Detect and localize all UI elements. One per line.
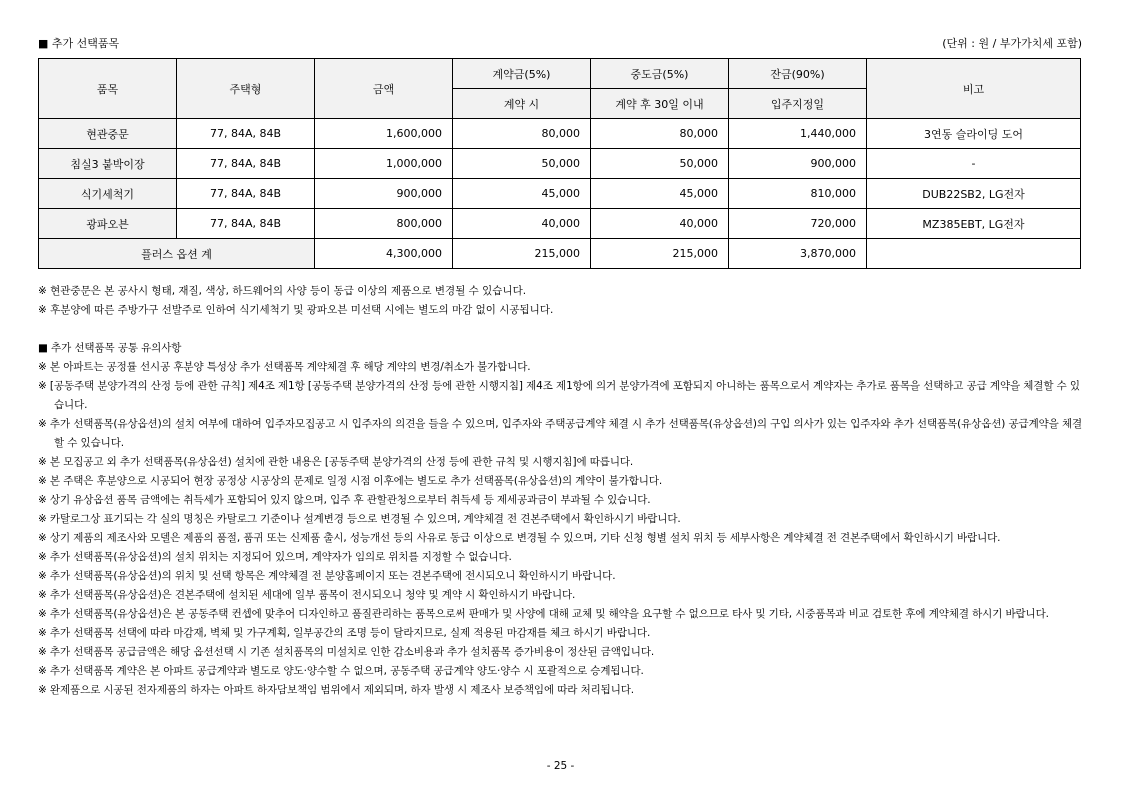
cell-type: 77, 84A, 84B: [177, 119, 315, 149]
note-line: ※ 추가 선택품목 계약은 본 아파트 공급계약과 별도로 양도·양수할 수 없으며, 공동주택 공급계약 양도·양수 시 포괄적으로 승계됩니다.: [38, 665, 644, 677]
total-note: [867, 239, 1081, 269]
header-note: 비고: [867, 59, 1081, 119]
option-price-table: [38, 58, 1081, 269]
cell-amount: 1,000,000: [315, 149, 453, 179]
cell-type: 77, 84A, 84B: [177, 149, 315, 179]
cell-item: 침실3 붙박이장: [39, 149, 177, 179]
header-amount: 금액: [315, 59, 453, 119]
table-row: [39, 149, 1081, 179]
note-line: ※ [공동주택 분양가격의 산정 등에 관한 규칙] 제4조 제1항 [공동주택 분양가격의 산정 등에 관한 시행지침] 제4조 제1항에 의거 분양가격에 포함되지 아니하는 품목으로서 계약자는 추가로 품목을 선택하고 공급 계약을 체결할 수 있습니다.: [38, 380, 1080, 411]
total-deposit: 215,000: [453, 239, 591, 269]
note-line: ※ 추가 선택품목 공급금액은 해당 옵션선택 시 기존 설치품목의 미설치로 인한 감소비용과 추가 설치품목 증가비용이 정산된 금액입니다.: [38, 646, 655, 658]
total-label: 플러스 옵션 계: [39, 239, 315, 269]
cell-amount: 1,600,000: [315, 119, 453, 149]
note-line: ※ 본 주택은 후분양으로 시공되어 현장 공정상 시공상의 문제로 일정 시점 이후에는 별도로 추가 선택품목(유상옵션)의 계약이 불가합니다.: [38, 475, 663, 487]
unit-note: (단위 : 원 / 부가가치세 포함): [942, 37, 1082, 50]
header-item: 품목: [39, 59, 177, 119]
header-balance-when: 입주지정일: [729, 89, 867, 119]
table-notes: [38, 282, 1084, 320]
note-line: ※ 추가 선택품목(유상옵션)의 설치 여부에 대하여 입주자모집공고 시 입주자의 의견을 들을 수 있으며, 입주자와 주택공급계약 체결 시 추가 선택품목(유상옵션)의 구입 의사가 있는 입주자와 추가 선택품목(유상옵션) 공급계약을 체결할 수 있습니다.: [38, 418, 1083, 449]
note-line: ※ 완제품으로 시공된 전자제품의 하자는 아파트 하자담보책임 범위에서 제외되며, 하자 발생 시 제조사 보증책임에 따라 처리됩니다.: [38, 684, 635, 696]
cell-note: DUB22SB2, LG전자: [867, 179, 1081, 209]
cell-item: 현관중문: [39, 119, 177, 149]
note-line: ※ 추가 선택품목 선택에 따라 마감재, 벽체 및 가구계획, 일부공간의 조명 등이 달라지므로, 실제 적용된 마감재를 체크 하시기 바랍니다.: [38, 627, 651, 639]
cell-type: 77, 84A, 84B: [177, 179, 315, 209]
cell-balance: 1,440,000: [729, 119, 867, 149]
note-line: ※ 추가 선택품목(유상옵션)의 위치 및 선택 항목은 계약체결 전 분양홈페이지 또는 견본주택에 전시되오니 확인하시기 바랍니다.: [38, 570, 616, 582]
header-type: 주택형: [177, 59, 315, 119]
cell-item: 광파오븐: [39, 209, 177, 239]
header-balance: 잔금(90%): [729, 59, 867, 89]
cell-deposit: 45,000: [453, 179, 591, 209]
note-line: ※ 추가 선택품목(유상옵션)의 설치 위치는 지정되어 있으며, 계약자가 임의로 위치를 지정할 수 없습니다.: [38, 551, 512, 563]
note-line: ※ 본 모집공고 외 추가 선택품목(유상옵션) 설치에 관한 내용은 [공동주택 분양가격의 산정 등에 관한 규칙 및 시행지침]에 따릅니다.: [38, 456, 634, 468]
cell-item: 식기세척기: [39, 179, 177, 209]
total-amount: 4,300,000: [315, 239, 453, 269]
note-line: ※ 현관중문은 본 공사시 형태, 재질, 색상, 하드웨어의 사양 등이 동급 이상의 제품으로 변경될 수 있습니다.: [38, 285, 527, 297]
table-header-row: [39, 59, 1081, 89]
header-deposit: 계약금(5%): [453, 59, 591, 89]
note-line: ※ 본 아파트는 공정률 선시공 후분양 특성상 추가 선택품목 계약체결 후 해당 계약의 변경/취소가 불가합니다.: [38, 361, 531, 373]
total-interim: 215,000: [591, 239, 729, 269]
cell-interim: 80,000: [591, 119, 729, 149]
note-line: ※ 카탈로그상 표기되는 각 실의 명칭은 카탈로그 기준이나 설계변경 등으로 변경될 수 있으며, 계약체결 전 견본주택에서 확인하시기 바랍니다.: [38, 513, 681, 525]
total-row: [39, 239, 1081, 269]
note-line: ※ 추가 선택품목(유상옵션)은 본 공동주택 컨셉에 맞추어 디자인하고 품질관리하는 품목으로써 판매가 및 사양에 대해 교체 및 해약을 요구할 수 없으므로 타사 및 기타, 시중품목과 비교 검토한 후에 계약체결 하시기 바랍니다.: [38, 608, 1049, 620]
note-line: ※ 추가 선택품목(유상옵션)은 견본주택에 설치된 세대에 일부 품목이 전시되오니 청약 및 계약 시 확인하시기 바랍니다.: [38, 589, 576, 601]
cell-amount: 800,000: [315, 209, 453, 239]
header-deposit-when: 계약 시: [453, 89, 591, 119]
cell-balance: 720,000: [729, 209, 867, 239]
cell-note: MZ385EBT, LG전자: [867, 209, 1081, 239]
header-interim: 중도금(5%): [591, 59, 729, 89]
table-row: [39, 119, 1081, 149]
note-line: ※ 상기 유상옵션 품목 금액에는 취득세가 포함되어 있지 않으며, 입주 후 관할관청으로부터 취득세 등 제세공과금이 부과될 수 있습니다.: [38, 494, 651, 506]
cell-amount: 900,000: [315, 179, 453, 209]
cell-balance: 810,000: [729, 179, 867, 209]
cell-note: 3연동 슬라이딩 도어: [867, 119, 1081, 149]
header-interim-when: 계약 후 30일 이내: [591, 89, 729, 119]
table-row: [39, 209, 1081, 239]
page-number: - 25 -: [546, 760, 575, 772]
cell-balance: 900,000: [729, 149, 867, 179]
section-title: ■ 추가 선택품목: [38, 37, 120, 50]
total-balance: 3,870,000: [729, 239, 867, 269]
cell-note: -: [867, 149, 1081, 179]
note-line: ※ 상기 제품의 제조사와 모델은 제품의 품절, 품귀 또는 신제품 출시, 성능개선 등의 사유로 동급 이상으로 변경될 수 있으며, 기타 신청 형별 설치 위치 등 세부사항은 계약체결 전 견본주택에서 확인하시기 바랍니다.: [38, 532, 1001, 544]
common-notes: [38, 339, 1084, 700]
note-line: ※ 후분양에 따른 주방가구 선발주로 인하여 식기세척기 및 광파오븐 미선택 시에는 별도의 마감 없이 시공됩니다.: [38, 304, 554, 316]
cell-interim: 40,000: [591, 209, 729, 239]
cell-deposit: 80,000: [453, 119, 591, 149]
table-row: [39, 179, 1081, 209]
cell-type: 77, 84A, 84B: [177, 209, 315, 239]
common-notes-title: ■ 추가 선택품목 공통 유의사항: [38, 342, 182, 354]
cell-interim: 50,000: [591, 149, 729, 179]
cell-interim: 45,000: [591, 179, 729, 209]
cell-deposit: 40,000: [453, 209, 591, 239]
section-header: [38, 36, 1082, 52]
cell-deposit: 50,000: [453, 149, 591, 179]
